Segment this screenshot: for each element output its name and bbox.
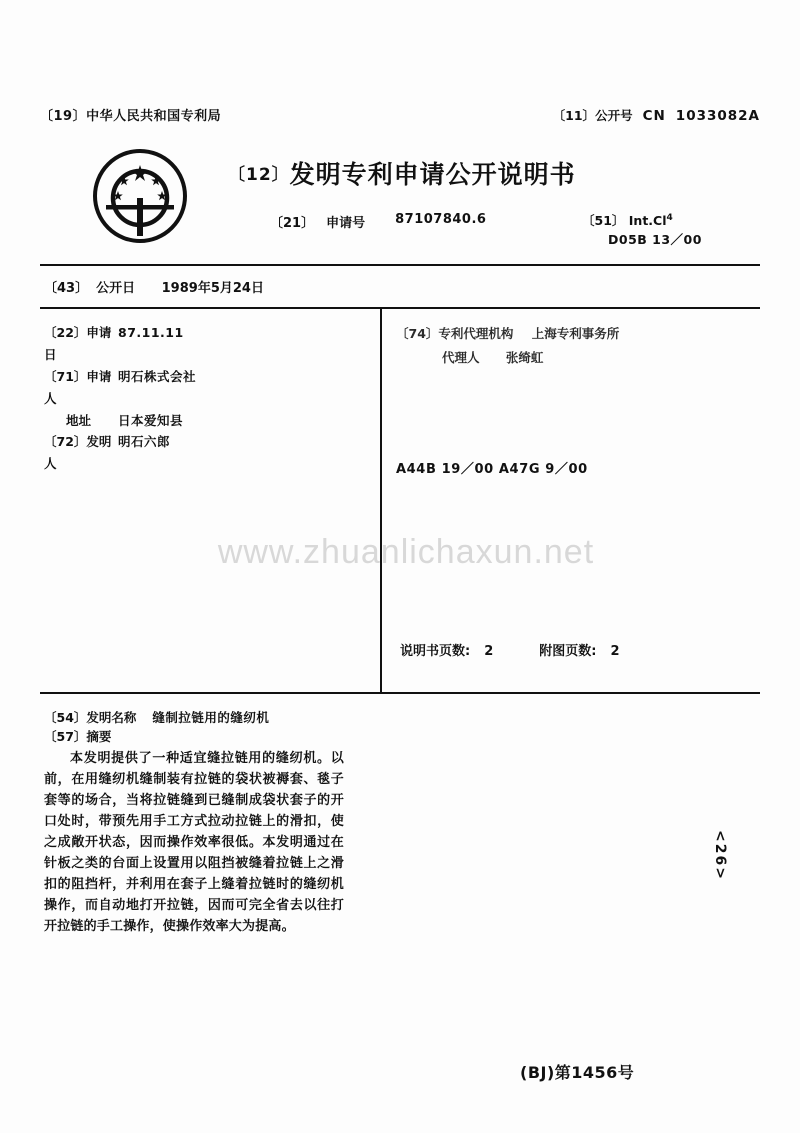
invention-title-value: 缝制拉链用的缝纫机: [152, 710, 270, 725]
figure-page-count-label: 附图页数:: [539, 644, 597, 659]
document-title: [228, 155, 576, 191]
application-number-tag: 〔21〕: [270, 216, 315, 231]
publication-date-row: [44, 277, 264, 296]
agent-row: [442, 346, 726, 370]
side-page-marker: <26>: [712, 830, 728, 881]
int-cl-code: D05B 13／00: [608, 231, 702, 247]
bib-key: 地址: [66, 412, 92, 428]
int-cl-edition: 4: [666, 213, 673, 223]
invention-title-row: [44, 708, 269, 726]
page-counts: [400, 640, 720, 659]
ipc-additional-codes: A44B 19／00 A47G 9／00: [396, 462, 588, 477]
watermark: www.zhuanlichaxun.net: [217, 533, 595, 571]
bib-value: 日本爱知县: [118, 412, 184, 428]
abstract-text: 本发明提供了一种适宜缝拉链用的缝纫机。以前，在用缝纫机缝制装有拉链的袋状被褥套、毯子套等的场合，当将拉链缝到已缝制成袋状套子的开口处时，带预先用手工方式拉动拉链上的滑扣，使之成敞开状态，因而操作效率很低。本发明通过在针板之类的台面上设置用以阻挡被缝着拉链上之滑扣的阻挡杆，并利用在套子上缝着拉链时的缝纫机操作，而自动地打开拉链，因而可完全省去以往打开拉链的手工操作，使操作效率大为提高。: [44, 751, 344, 935]
bib-key: 〔22〕申请日: [44, 325, 112, 362]
figure-page-count-value: 2: [610, 644, 620, 659]
bibliographic-block: [44, 322, 374, 475]
divider-abstract: [40, 692, 760, 694]
agency-label: 专利代理机构: [438, 326, 514, 341]
bib-row: [44, 410, 374, 432]
int-cl-label: Int.Cl: [628, 213, 667, 229]
invention-title-tag: 〔54〕: [44, 710, 87, 725]
agency-block: [396, 322, 726, 370]
agency-row: [396, 322, 726, 346]
figure-page-count: [539, 640, 619, 659]
office-tag: 〔19〕: [40, 109, 87, 124]
header-row: [40, 105, 760, 124]
footer-serial: (BJ)第1456号: [520, 1063, 635, 1082]
abstract-tag: 〔57〕: [44, 729, 87, 744]
divider-vertical: [380, 307, 382, 692]
divider-pubdate: [40, 307, 760, 309]
publication-country: CN: [642, 108, 666, 124]
publication-number: 1033082A: [675, 108, 760, 124]
office-name-text: 中华人民共和国专利局: [86, 109, 222, 124]
spec-page-count-label: 说明书页数:: [400, 644, 471, 659]
application-number-label: 申请号: [326, 216, 366, 231]
bib-key: 〔72〕发明人: [44, 434, 112, 472]
publication-date-label: 公开日: [96, 281, 136, 296]
publication-number-label: 〔11〕公开号: [552, 108, 633, 123]
publication-number-group: [553, 106, 760, 124]
bib-value: 明石六郎: [118, 434, 171, 450]
cnipa-emblem-icon: [92, 148, 188, 244]
int-cl-block: [582, 212, 702, 250]
agency-name: 上海专利事务所: [531, 326, 620, 341]
spec-page-count-value: 2: [484, 644, 494, 659]
agency-tag: 〔74〕: [396, 326, 439, 341]
bib-row: [44, 366, 374, 410]
title-text: 发明专利申请公开说明书: [289, 160, 576, 189]
bib-key: 〔71〕申请人: [44, 368, 112, 406]
publication-date-value: 1989年5月24日: [161, 281, 264, 296]
abstract-label: 摘要: [86, 729, 112, 744]
office-name: [40, 105, 221, 124]
bib-row: [44, 322, 374, 366]
bib-value: 明石株式会社: [118, 368, 197, 384]
invention-title-label: 发明名称: [86, 710, 137, 725]
agent-name: 张绮虹: [505, 349, 544, 365]
divider-top: [40, 264, 760, 266]
application-number-value: 87107840.6: [395, 212, 487, 227]
spec-page-count: [400, 640, 493, 659]
abstract-label-row: [44, 727, 111, 745]
agent-label: 代理人: [442, 349, 480, 365]
title-tag: 〔12〕: [228, 165, 290, 185]
publication-date-tag: 〔43〕: [44, 281, 89, 296]
int-cl-tag: 〔51〕: [582, 213, 625, 229]
bib-row: [44, 431, 374, 475]
bib-value: 87.11.11: [118, 325, 184, 340]
